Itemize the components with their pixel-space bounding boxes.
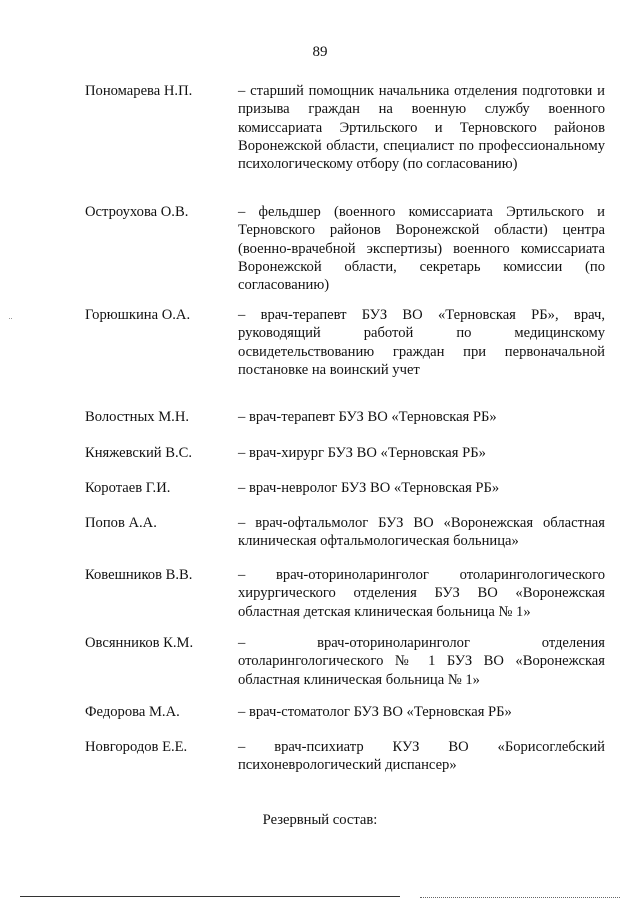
member-name: Федорова М.А. (85, 704, 180, 720)
member-name: Остроухова О.В. (85, 204, 189, 220)
member-role: – врач-невролог БУЗ ВО «Терновская РБ» (238, 480, 500, 496)
member-role: – врач-психиатр КУЗ ВО «Борисоглебский психоневрологический диспансер» (238, 739, 605, 774)
page-number: 89 (312, 44, 328, 60)
member-name: Новгородов Е.Е. (85, 739, 188, 755)
member-role: – врач-оториноларинголог отоларингологического хирургического отделения БУЗ ВО «Воронежская областная детская клиническая больница № 1» (238, 567, 605, 620)
member-name: Пономарева Н.П. (85, 83, 193, 99)
member-role: – врач-стоматолог БУЗ ВО «Терновская РБ» (238, 704, 512, 720)
member-name: Княжевский В.С. (85, 445, 193, 461)
member-role: – врач-терапевт БУЗ ВО «Терновская РБ», врач, руководящий работой по медицинскому освидетельствованию граждан при первоначальной постановке на воинский учет (238, 307, 605, 378)
member-name: Овсянников К.М. (85, 635, 194, 651)
member-role: – врач-оториноларинголог отделения отоларингологического № 1 БУЗ ВО «Воронежская областная клиническая больница № 1» (238, 635, 605, 688)
member-name: Волостных М.Н. (85, 409, 190, 425)
member-name: Горюшкина О.А. (85, 307, 191, 323)
member-name: Ковешников В.В. (85, 567, 193, 583)
member-role: – врач-офтальмолог БУЗ ВО «Воронежская областная клиническая офтальмологическая больница» (238, 515, 605, 550)
footer-rule-dotted (420, 897, 620, 898)
footer-rule (20, 896, 400, 897)
reserve-heading: Резервный состав: (262, 812, 378, 828)
member-role: – старший помощник начальника отделения подготовки и призыва граждан на военную службу военного комиссариата Эртильского и Терновского районов Воронежской области, специалист по профессиональному психологическому отбору (по согласованию) (238, 83, 605, 173)
member-name: Коротаев Г.И. (85, 480, 171, 496)
member-role: – фельдшер (военного комиссариата Эртильского и Терновского районов Воронежской области) центра (военно-врачебной экспертизы) военного комиссариата Воронежской области, секретарь комиссии (по согласованию) (238, 204, 605, 294)
member-name: Попов А.А. (85, 515, 157, 531)
member-role: – врач-терапевт БУЗ ВО «Терновская РБ» (238, 409, 497, 425)
member-role: – врач-хирург БУЗ ВО «Терновская РБ» (238, 445, 486, 461)
margin-mark (9, 318, 12, 322)
